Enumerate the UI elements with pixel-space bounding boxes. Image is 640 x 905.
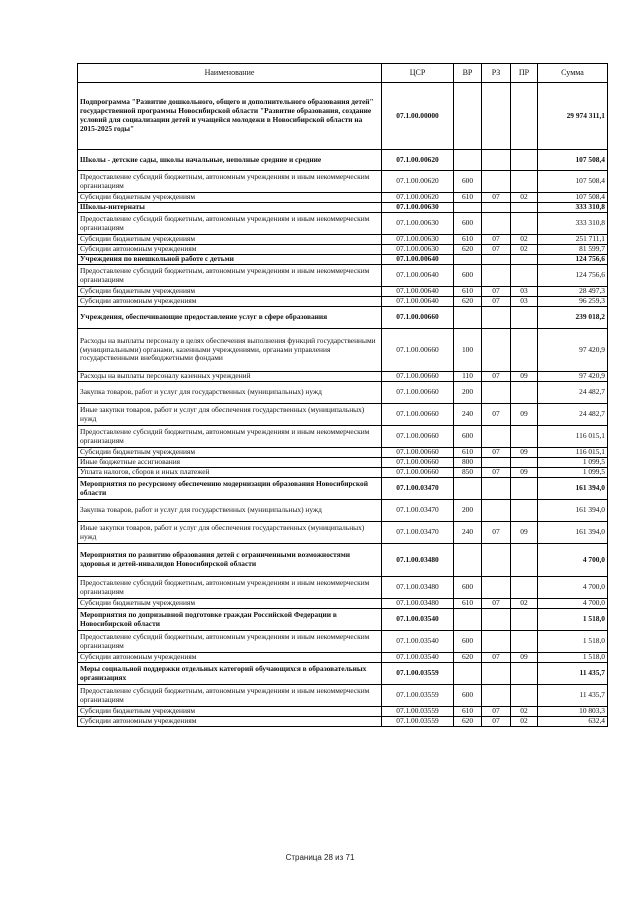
cell-rz bbox=[482, 382, 511, 404]
cell-rz: 07 bbox=[482, 717, 511, 727]
cell-rz bbox=[482, 458, 511, 468]
cell-rz bbox=[482, 307, 511, 329]
cell-sum: 28 497,3 bbox=[538, 287, 608, 297]
cell-name: Иные закупки товаров, работ и услуг для обеспечения государственных (муниципальных) нужд bbox=[78, 522, 382, 544]
cell-vr: 600 bbox=[454, 426, 482, 448]
cell-name: Расходы на выплаты персоналу в целях обеспечения выполнения функций государственными (муниципальными) органами, казенными учреждениями, органами управления государственными внебюджетными фондами bbox=[78, 329, 382, 372]
cell-name: Меры социальной поддержки отдельных категорий обучающихся в образовательных организациях bbox=[78, 663, 382, 685]
cell-csr: 07.1.00.03559 bbox=[382, 717, 454, 727]
table-row bbox=[78, 297, 608, 307]
cell-vr: 620 bbox=[454, 297, 482, 307]
page-number: Страница 28 из 71 bbox=[285, 853, 355, 862]
cell-sum: 161 394,0 bbox=[538, 522, 608, 544]
cell-rz bbox=[482, 265, 511, 287]
table-row bbox=[78, 150, 608, 171]
cell-csr: 07.1.00.00000 bbox=[382, 83, 454, 150]
cell-sum: 4 700,0 bbox=[538, 544, 608, 577]
cell-pr: 09 bbox=[511, 372, 538, 382]
cell-rz bbox=[482, 426, 511, 448]
cell-vr bbox=[454, 255, 482, 265]
cell-vr bbox=[454, 83, 482, 150]
cell-sum: 116 015,1 bbox=[538, 426, 608, 448]
cell-rz bbox=[482, 213, 511, 235]
cell-vr: 620 bbox=[454, 653, 482, 663]
table-row bbox=[78, 307, 608, 329]
cell-rz: 07 bbox=[482, 235, 511, 245]
table-row bbox=[78, 171, 608, 193]
table-row bbox=[78, 599, 608, 609]
cell-rz: 07 bbox=[482, 245, 511, 255]
table-row bbox=[78, 255, 608, 265]
cell-sum: 96 259,3 bbox=[538, 297, 608, 307]
cell-name: Субсидии автономным учреждениям bbox=[78, 653, 382, 663]
cell-name: Субсидии автономным учреждениям bbox=[78, 717, 382, 727]
cell-csr: 07.1.00.00660 bbox=[382, 372, 454, 382]
cell-vr: 610 bbox=[454, 707, 482, 717]
table-body bbox=[78, 83, 608, 727]
cell-name: Субсидии бюджетным учреждениям bbox=[78, 235, 382, 245]
cell-csr: 07.1.00.00630 bbox=[382, 203, 454, 213]
cell-vr bbox=[454, 609, 482, 631]
cell-name: Предоставление субсидий бюджетным, автономным учреждениям и иным некоммерческим организациям bbox=[78, 426, 382, 448]
table-row bbox=[78, 329, 608, 372]
cell-csr: 07.1.00.03480 bbox=[382, 544, 454, 577]
cell-csr: 07.1.00.00660 bbox=[382, 307, 454, 329]
cell-vr: 800 bbox=[454, 458, 482, 468]
cell-vr bbox=[454, 544, 482, 577]
cell-rz: 07 bbox=[482, 297, 511, 307]
cell-csr: 07.1.00.03470 bbox=[382, 500, 454, 522]
cell-sum: 251 711,1 bbox=[538, 235, 608, 245]
cell-vr: 610 bbox=[454, 448, 482, 458]
table-row bbox=[78, 663, 608, 685]
cell-pr bbox=[511, 609, 538, 631]
table-row bbox=[78, 717, 608, 727]
cell-csr: 07.1.00.00660 bbox=[382, 329, 454, 372]
cell-sum: 107 508,4 bbox=[538, 150, 608, 171]
cell-pr bbox=[511, 265, 538, 287]
cell-vr: 610 bbox=[454, 235, 482, 245]
header-vr: ВР bbox=[454, 64, 482, 83]
table-row bbox=[78, 707, 608, 717]
cell-sum: 24 482,7 bbox=[538, 404, 608, 426]
table-row bbox=[78, 404, 608, 426]
cell-rz bbox=[482, 255, 511, 265]
cell-sum: 333 310,8 bbox=[538, 213, 608, 235]
cell-csr: 07.1.00.00630 bbox=[382, 213, 454, 235]
cell-rz: 07 bbox=[482, 522, 511, 544]
cell-vr: 620 bbox=[454, 245, 482, 255]
table-row bbox=[78, 544, 608, 577]
cell-rz: 07 bbox=[482, 707, 511, 717]
cell-csr: 07.1.00.03470 bbox=[382, 478, 454, 500]
cell-sum: 24 482,7 bbox=[538, 382, 608, 404]
table-row bbox=[78, 83, 608, 150]
cell-rz bbox=[482, 631, 511, 653]
cell-sum: 1 518,0 bbox=[538, 609, 608, 631]
cell-vr: 600 bbox=[454, 685, 482, 707]
cell-vr: 610 bbox=[454, 193, 482, 203]
table-row bbox=[78, 213, 608, 235]
cell-pr: 03 bbox=[511, 287, 538, 297]
cell-pr bbox=[511, 544, 538, 577]
table-row bbox=[78, 685, 608, 707]
cell-csr: 07.1.00.03480 bbox=[382, 599, 454, 609]
table-row bbox=[78, 426, 608, 448]
cell-sum: 1 099,5 bbox=[538, 468, 608, 478]
table-row bbox=[78, 577, 608, 599]
table-row bbox=[78, 478, 608, 500]
cell-name: Предоставление субсидий бюджетным, автономным учреждениям и иным некоммерческим организациям bbox=[78, 685, 382, 707]
cell-sum: 333 310,8 bbox=[538, 203, 608, 213]
cell-csr: 07.1.00.00660 bbox=[382, 448, 454, 458]
cell-vr: 610 bbox=[454, 599, 482, 609]
cell-pr: 02 bbox=[511, 707, 538, 717]
cell-vr bbox=[454, 203, 482, 213]
cell-sum: 116 015,1 bbox=[538, 448, 608, 458]
cell-name: Предоставление субсидий бюджетным, автономным учреждениям и иным некоммерческим организациям bbox=[78, 577, 382, 599]
cell-csr: 07.1.00.03540 bbox=[382, 653, 454, 663]
cell-name: Предоставление субсидий бюджетным, автономным учреждениям и иным некоммерческим организациям bbox=[78, 631, 382, 653]
cell-pr bbox=[511, 382, 538, 404]
cell-rz bbox=[482, 685, 511, 707]
cell-vr: 240 bbox=[454, 404, 482, 426]
table-row bbox=[78, 203, 608, 213]
cell-csr: 07.1.00.00660 bbox=[382, 404, 454, 426]
cell-vr: 240 bbox=[454, 522, 482, 544]
cell-sum: 10 803,3 bbox=[538, 707, 608, 717]
cell-pr: 09 bbox=[511, 448, 538, 458]
cell-csr: 07.1.00.00660 bbox=[382, 468, 454, 478]
cell-name: Иные бюджетные ассигнования bbox=[78, 458, 382, 468]
cell-pr bbox=[511, 329, 538, 372]
cell-rz: 07 bbox=[482, 193, 511, 203]
cell-vr: 600 bbox=[454, 577, 482, 599]
table-row bbox=[78, 500, 608, 522]
cell-vr: 100 bbox=[454, 329, 482, 372]
cell-pr bbox=[511, 307, 538, 329]
cell-vr: 620 bbox=[454, 717, 482, 727]
cell-csr: 07.1.00.03540 bbox=[382, 631, 454, 653]
cell-name: Иные закупки товаров, работ и услуг для обеспечения государственных (муниципальных) нужд bbox=[78, 404, 382, 426]
cell-sum: 4 700,0 bbox=[538, 577, 608, 599]
cell-csr: 07.1.00.00660 bbox=[382, 458, 454, 468]
table-row bbox=[78, 193, 608, 203]
cell-rz bbox=[482, 577, 511, 599]
cell-csr: 07.1.00.00640 bbox=[382, 287, 454, 297]
cell-vr: 600 bbox=[454, 171, 482, 193]
cell-rz: 07 bbox=[482, 468, 511, 478]
cell-pr: 02 bbox=[511, 717, 538, 727]
cell-sum: 1 518,0 bbox=[538, 653, 608, 663]
cell-name: Субсидии бюджетным учреждениям bbox=[78, 193, 382, 203]
cell-pr bbox=[511, 83, 538, 150]
cell-csr: 07.1.00.03559 bbox=[382, 685, 454, 707]
cell-csr: 07.1.00.03559 bbox=[382, 663, 454, 685]
cell-name: Субсидии бюджетным учреждениям bbox=[78, 287, 382, 297]
cell-vr: 600 bbox=[454, 265, 482, 287]
cell-csr: 07.1.00.00640 bbox=[382, 297, 454, 307]
cell-pr bbox=[511, 458, 538, 468]
table-row bbox=[78, 653, 608, 663]
cell-pr: 09 bbox=[511, 468, 538, 478]
cell-sum: 11 435,7 bbox=[538, 663, 608, 685]
table-row bbox=[78, 235, 608, 245]
cell-rz bbox=[482, 500, 511, 522]
cell-name: Субсидии бюджетным учреждениям bbox=[78, 599, 382, 609]
table-row bbox=[78, 631, 608, 653]
cell-name: Закупка товаров, работ и услуг для государственных (муниципальных) нужд bbox=[78, 500, 382, 522]
cell-sum: 1 518,0 bbox=[538, 631, 608, 653]
cell-csr: 07.1.00.00620 bbox=[382, 150, 454, 171]
cell-pr: 02 bbox=[511, 235, 538, 245]
cell-name: Учреждения, обеспечивающие предоставление услуг в сфере образования bbox=[78, 307, 382, 329]
table-row bbox=[78, 522, 608, 544]
cell-sum: 124 756,6 bbox=[538, 265, 608, 287]
cell-sum: 632,4 bbox=[538, 717, 608, 727]
table-row bbox=[78, 609, 608, 631]
table-header-row bbox=[78, 64, 608, 83]
cell-sum: 97 420,9 bbox=[538, 372, 608, 382]
header-sum: Сумма bbox=[538, 64, 608, 83]
cell-csr: 07.1.00.00660 bbox=[382, 426, 454, 448]
budget-table bbox=[77, 63, 608, 727]
cell-vr: 600 bbox=[454, 631, 482, 653]
cell-sum: 107 508,4 bbox=[538, 193, 608, 203]
cell-csr: 07.1.00.00630 bbox=[382, 245, 454, 255]
cell-rz: 07 bbox=[482, 404, 511, 426]
cell-vr: 610 bbox=[454, 287, 482, 297]
cell-rz bbox=[482, 609, 511, 631]
cell-pr: 02 bbox=[511, 245, 538, 255]
cell-vr bbox=[454, 478, 482, 500]
table-row bbox=[78, 468, 608, 478]
cell-pr: 02 bbox=[511, 193, 538, 203]
cell-vr: 110 bbox=[454, 372, 482, 382]
cell-name: Учреждения по внешкольной работе с детьми bbox=[78, 255, 382, 265]
cell-name: Школы-интернаты bbox=[78, 203, 382, 213]
cell-rz bbox=[482, 544, 511, 577]
cell-sum: 107 508,4 bbox=[538, 171, 608, 193]
cell-pr bbox=[511, 577, 538, 599]
table-row bbox=[78, 372, 608, 382]
cell-vr: 200 bbox=[454, 382, 482, 404]
cell-pr: 02 bbox=[511, 599, 538, 609]
cell-csr: 07.1.00.03559 bbox=[382, 707, 454, 717]
cell-csr: 07.1.00.00630 bbox=[382, 235, 454, 245]
cell-sum: 81 599,7 bbox=[538, 245, 608, 255]
cell-rz: 07 bbox=[482, 653, 511, 663]
cell-rz bbox=[482, 478, 511, 500]
cell-sum: 97 420,9 bbox=[538, 329, 608, 372]
cell-pr bbox=[511, 426, 538, 448]
cell-name: Подпрограмма "Развитие дошкольного, общего и дополнительного образования детей" государственной программы Новосибирской области "Развитие образования, создание условий для социализации детей и учащейся молодежи в Новосибирской области на 2015-2025 годы" bbox=[78, 83, 382, 150]
table-row bbox=[78, 265, 608, 287]
cell-csr: 07.1.00.00620 bbox=[382, 193, 454, 203]
cell-pr bbox=[511, 685, 538, 707]
table-row bbox=[78, 287, 608, 297]
cell-name: Уплата налогов, сборов и иных платежей bbox=[78, 468, 382, 478]
cell-rz bbox=[482, 203, 511, 213]
cell-name: Предоставление субсидий бюджетным, автономным учреждениям и иным некоммерческим организациям bbox=[78, 171, 382, 193]
cell-name: Субсидии автономным учреждениям bbox=[78, 297, 382, 307]
cell-name: Школы - детские сады, школы начальные, неполные средние и средние bbox=[78, 150, 382, 171]
cell-pr bbox=[511, 150, 538, 171]
cell-csr: 07.1.00.03480 bbox=[382, 577, 454, 599]
cell-name: Субсидии бюджетным учреждениям bbox=[78, 448, 382, 458]
cell-vr bbox=[454, 150, 482, 171]
cell-rz bbox=[482, 329, 511, 372]
cell-vr bbox=[454, 663, 482, 685]
cell-sum: 29 974 311,1 bbox=[538, 83, 608, 150]
cell-pr bbox=[511, 171, 538, 193]
cell-rz bbox=[482, 171, 511, 193]
cell-rz: 07 bbox=[482, 448, 511, 458]
cell-rz bbox=[482, 150, 511, 171]
table-row bbox=[78, 382, 608, 404]
cell-rz: 07 bbox=[482, 372, 511, 382]
cell-name: Мероприятия по развитию образования детей с ограниченными возможностями здоровья и детей-инвалидов Новосибирской области bbox=[78, 544, 382, 577]
cell-rz bbox=[482, 83, 511, 150]
header-csr: ЦСР bbox=[382, 64, 454, 83]
table-row bbox=[78, 448, 608, 458]
cell-sum: 11 435,7 bbox=[538, 685, 608, 707]
cell-csr: 07.1.00.00620 bbox=[382, 171, 454, 193]
cell-name: Предоставление субсидий бюджетным, автономным учреждениям и иным некоммерческим организациям bbox=[78, 213, 382, 235]
cell-pr bbox=[511, 203, 538, 213]
cell-vr bbox=[454, 307, 482, 329]
cell-pr bbox=[511, 500, 538, 522]
cell-name: Закупка товаров, работ и услуг для государственных (муниципальных) нужд bbox=[78, 382, 382, 404]
cell-sum: 161 394,0 bbox=[538, 478, 608, 500]
cell-name: Мероприятия по допризывной подготовке граждан Российской Федерации в Новосибирской области bbox=[78, 609, 382, 631]
header-rz: РЗ bbox=[482, 64, 511, 83]
cell-csr: 07.1.00.00660 bbox=[382, 382, 454, 404]
cell-pr: 09 bbox=[511, 653, 538, 663]
cell-pr bbox=[511, 663, 538, 685]
cell-name: Мероприятия по ресурсному обеспечению модернизации образования Новосибирской области bbox=[78, 478, 382, 500]
cell-csr: 07.1.00.00640 bbox=[382, 255, 454, 265]
cell-pr: 09 bbox=[511, 404, 538, 426]
cell-rz bbox=[482, 663, 511, 685]
cell-vr: 200 bbox=[454, 500, 482, 522]
cell-pr: 09 bbox=[511, 522, 538, 544]
cell-csr: 07.1.00.03540 bbox=[382, 609, 454, 631]
cell-name: Предоставление субсидий бюджетным, автономным учреждениям и иным некоммерческим организациям bbox=[78, 265, 382, 287]
cell-pr: 03 bbox=[511, 297, 538, 307]
cell-pr bbox=[511, 631, 538, 653]
table-row bbox=[78, 245, 608, 255]
cell-csr: 07.1.00.00640 bbox=[382, 265, 454, 287]
cell-name: Субсидии автономным учреждениям bbox=[78, 245, 382, 255]
cell-rz: 07 bbox=[482, 599, 511, 609]
table-row bbox=[78, 458, 608, 468]
cell-pr bbox=[511, 478, 538, 500]
cell-csr: 07.1.00.03470 bbox=[382, 522, 454, 544]
cell-name: Субсидии бюджетным учреждениям bbox=[78, 707, 382, 717]
cell-rz: 07 bbox=[482, 287, 511, 297]
cell-sum: 124 756,6 bbox=[538, 255, 608, 265]
cell-sum: 239 018,2 bbox=[538, 307, 608, 329]
cell-name: Расходы на выплаты персоналу казенных учреждений bbox=[78, 372, 382, 382]
header-name: Наименование bbox=[78, 64, 382, 83]
cell-sum: 161 394,0 bbox=[538, 500, 608, 522]
cell-pr bbox=[511, 255, 538, 265]
header-pr: ПР bbox=[511, 64, 538, 83]
cell-vr: 850 bbox=[454, 468, 482, 478]
cell-vr: 600 bbox=[454, 213, 482, 235]
cell-pr bbox=[511, 213, 538, 235]
cell-sum: 4 700,0 bbox=[538, 599, 608, 609]
cell-sum: 1 099,5 bbox=[538, 458, 608, 468]
